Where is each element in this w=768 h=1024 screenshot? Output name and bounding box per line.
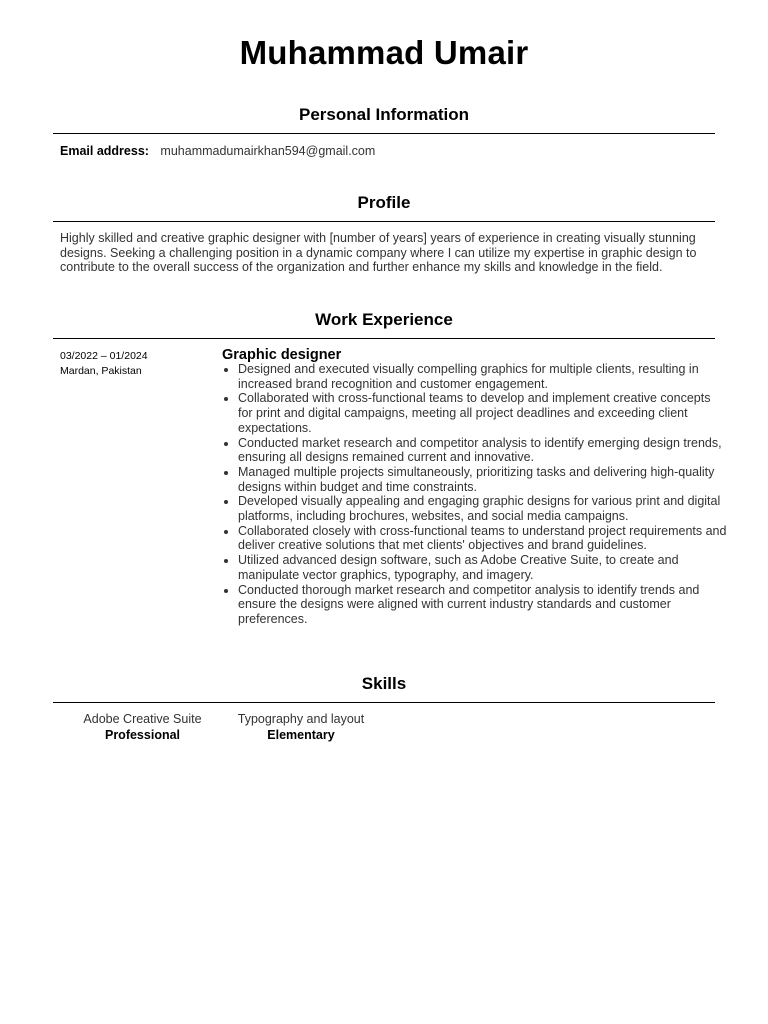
candidate-name: Muhammad Umair [239,34,529,71]
email-label: Email address: [60,144,149,158]
job-bullet-list [222,362,728,627]
skill-item [75,712,210,743]
job-dates: 03/2022 – 01/2024 [60,350,148,362]
skill-level: Professional [104,727,181,742]
section-divider [53,221,715,222]
job-bullet: • Collaborated with cross-functional teams to develop and implement creative concepts for print and digital campaigns, meeting all project deadlines and exceeding client expectations. [238,391,728,435]
job-bullet: • Designed and executed visually compelling graphics for multiple clients, resulting in increased brand recognition and customer engagement. [238,362,728,391]
job-title: Graphic designer [222,347,342,363]
section-title-work: Work Experience [315,310,453,329]
profile-text: Highly skilled and creative graphic designer with [number of years] years of experience in creating visually stunning designs. Seeking a challenging position in a dynamic company where I can utilize my expertise in graphic design to contribute to the overall success of the organization and further enhance my skills and knowledge in the field. [60,231,697,275]
section-divider [53,133,715,134]
email-value: muhammadumairkhan594@gmail.com [160,144,376,158]
job-bullet: • Developed visually appealing and engaging graphic designs for various print and digital platforms, including brochures, websites, and social media campaigns. [238,494,728,523]
section-divider [53,338,715,339]
job-bullet: • Collaborated closely with cross-functional teams to understand project requirements and deliver creative solutions that met clients' objectives and brand guidelines. [238,524,728,553]
job-bullet: • Managed multiple projects simultaneously, prioritizing tasks and delivering high-quality designs within budget and time constraints. [238,465,728,494]
job-bullet: • Conducted market research and competitor analysis to identify emerging design trends, ensuring all designs remained current and innovative. [238,436,728,465]
section-divider [53,702,715,703]
email-row [60,144,375,158]
job-meta [60,349,148,378]
skill-item [228,712,374,743]
skill-name: Adobe Creative Suite [83,712,202,726]
job-location: Mardan, Pakistan [60,364,142,377]
job-bullet: • Conducted thorough market research and competitor analysis to identify trends and ensure the designs were aligned with current industry standards and customer preferences. [238,583,728,627]
job-bullet: • Utilized advanced design software, such as Adobe Creative Suite, to create and manipulate vector graphics, typography, and imagery. [238,553,728,582]
skill-level: Elementary [267,727,335,742]
skill-name: Typography and layout [237,712,365,726]
section-title-skills: Skills [361,674,407,693]
section-title-personal: Personal Information [298,105,470,124]
section-title-profile: Profile [357,193,411,212]
